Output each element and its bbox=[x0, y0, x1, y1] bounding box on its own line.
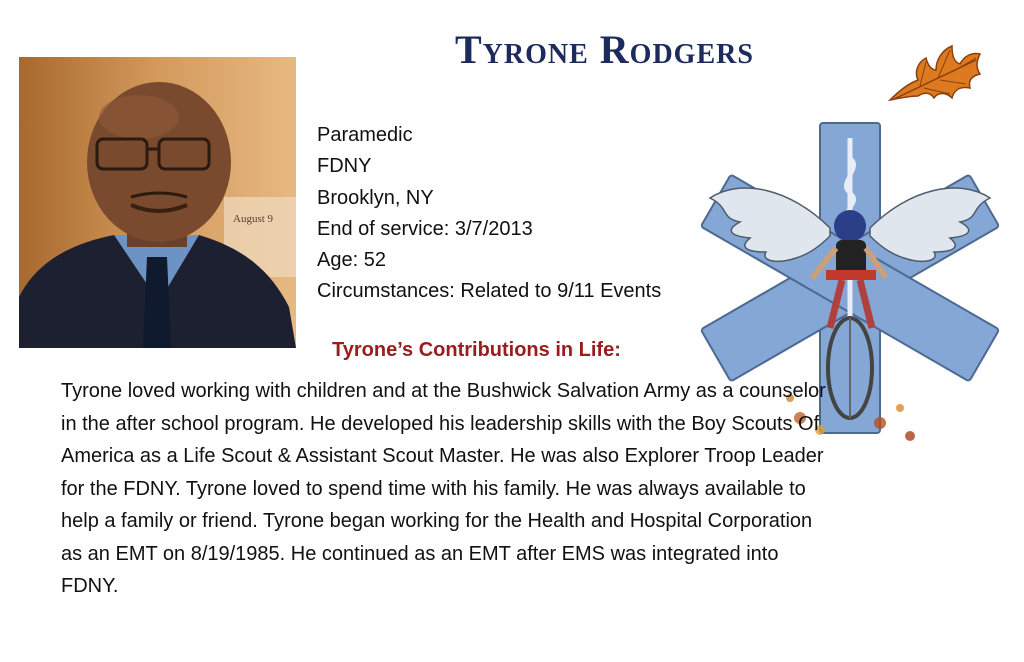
contributions-line: America as a Life Scout & Assistant Scout Master. He was also Explorer Troop Leader bbox=[61, 445, 824, 467]
oak-leaf-icon bbox=[880, 40, 990, 115]
contributions-line: for the FDNY. Tyrone loved to spend time with his family. He was always available to bbox=[61, 477, 806, 500]
member-details bbox=[317, 120, 661, 308]
portrait-photo bbox=[19, 57, 296, 348]
department-text: FDNY bbox=[317, 155, 372, 178]
contributions-line: in the after school program. He developed his leadership skills with the Boy Scouts Of bbox=[61, 412, 820, 435]
location-text: Brooklyn, NY bbox=[317, 186, 434, 209]
contributions-paragraph bbox=[61, 375, 966, 603]
contributions-heading: Tyrone’s Contributions in Life: bbox=[332, 339, 621, 361]
memorial-name-title: Tyrone Rodgers bbox=[455, 27, 754, 72]
photo-caption-text: August 9 bbox=[233, 213, 274, 225]
contributions-line: FDNY. bbox=[61, 575, 119, 597]
end-of-service-text: End of service: 3/7/2013 bbox=[317, 217, 533, 240]
contributions-line: Tyrone loved working with children and at the Bushwick Salvation Army as a counselor bbox=[61, 380, 826, 402]
circumstances-text: Circumstances: Related to 9/11 Events bbox=[317, 280, 662, 303]
age-text: Age: 52 bbox=[317, 249, 386, 272]
role-text: Paramedic bbox=[317, 124, 413, 146]
contributions-line: as an EMT on 8/19/1985. He continued as an EMT after EMS was integrated into bbox=[61, 542, 779, 565]
contributions-line: help a family or friend. Tyrone began working for the Health and Hospital Corporation bbox=[61, 510, 813, 532]
